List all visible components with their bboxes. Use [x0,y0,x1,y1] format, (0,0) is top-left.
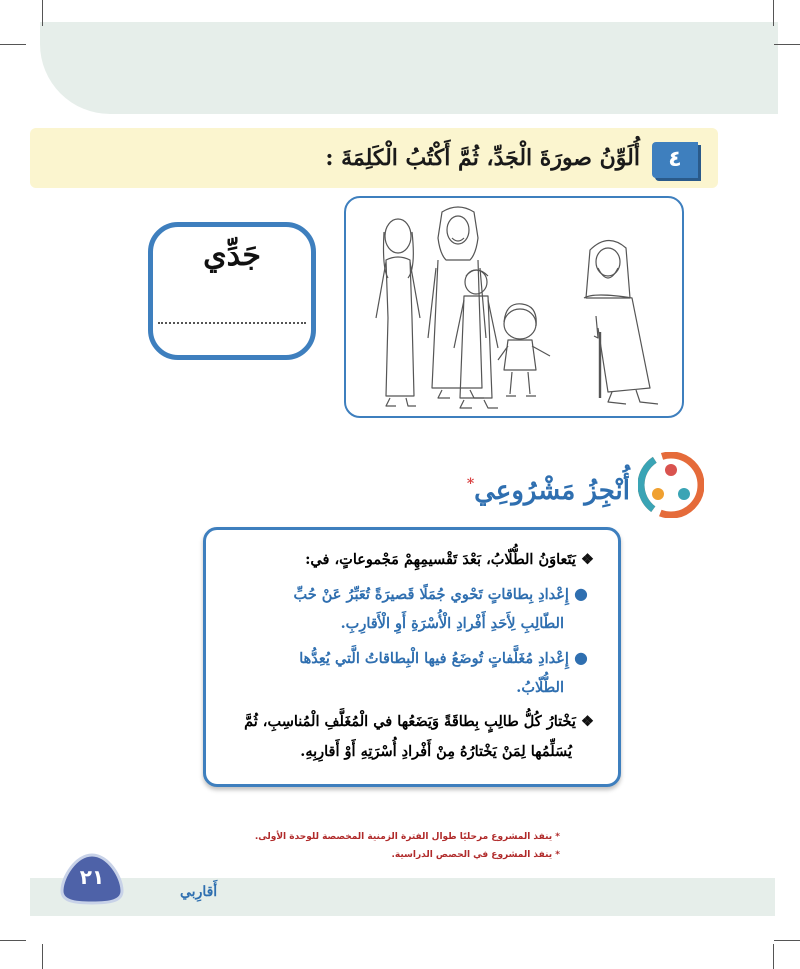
diamond-bullet-icon: ❖ [581,713,594,730]
item-text: إِعْدادِ مُغَلَّفاتٍ تُوضَعُ فيها الْبِطاقاتُ الَّتي يُعِدُّها [299,650,569,667]
list-item [206,712,618,732]
crop-mark [0,44,26,45]
exercise-number-badge: ٤ [652,142,698,178]
footnote-mark: * [466,476,475,492]
item-text-continuation: يُسَلِّمُها لِمَنْ يَخْتارُهُ مِنْ أَفْرادِ أُسْرَتِهِ أَوْ أَقارِبِهِ. [300,743,572,760]
item-text-continuation: الطُّلّابُ. [516,679,564,696]
item-text-continuation: الطّالِبِ لِأَحَدِ أَفْرادِ الْأُسْرَةِ أَوِ الْأَقارِبِ. [340,615,564,632]
crop-mark [774,44,800,45]
crop-mark [773,944,774,969]
item-text: يَتَعاوَنُ الطُّلّابُ، بَعْدَ تَقْسيمِهِمْ مَجْموعاتٍ، في: [305,551,576,568]
project-title-text: أُنْجِزُ مَشْرُوعِي [474,476,630,506]
project-title [350,476,630,520]
family-illustration [344,196,684,418]
girl-figure [498,304,550,396]
footnote: * ينفذ المشروع في الحصص الدراسية. [391,850,560,860]
dot-bullet-icon: ● [574,648,588,667]
family-line-art [346,198,682,416]
crop-mark [773,0,774,26]
list-item [206,550,618,570]
list-item [206,648,618,669]
diamond-bullet-icon: ❖ [581,551,594,568]
chapter-name: أَقارِبي [180,884,218,900]
crop-mark [774,940,800,941]
woman-figure [376,219,420,406]
writing-line[interactable] [158,322,306,324]
list-item [206,584,618,605]
teamwork-icon [638,452,704,518]
crop-mark [0,940,26,941]
dot-bullet-icon: ● [574,584,588,603]
item-text: إِعْدادِ بِطاقاتٍ تَحْوي جُمَلًا قَصيرَةً تُعَبِّرُ عَنْ حُبِّ [293,586,569,603]
grandfather-figure [584,240,658,404]
top-decor-band [40,22,778,114]
exercise-instruction: أُلَوِّنُ صورَةَ الْجَدِّ، ثُمَّ أَكْتُبُ الْكَلِمَةَ : [325,145,640,171]
answer-word: جَدِّي [203,238,261,273]
item-text: يَخْتارُ كُلُّ طالِبٍ بِطاقَةً وَيَضَعُها في الْمُغَلَّفِ الْمُناسِبِ، ثُمَّ [244,713,576,730]
project-instructions-box [203,527,621,787]
father-figure [428,207,486,398]
boy-figure [454,270,498,408]
footnote: * ينفذ المشروع مرحليًا طوال الفترة الزمنية المخصصة للوحدة الأولى. [254,832,560,842]
page-number: ٢١ [79,865,105,889]
crop-mark [42,0,43,26]
crop-mark [42,944,43,969]
bottom-decor-band [30,878,775,916]
